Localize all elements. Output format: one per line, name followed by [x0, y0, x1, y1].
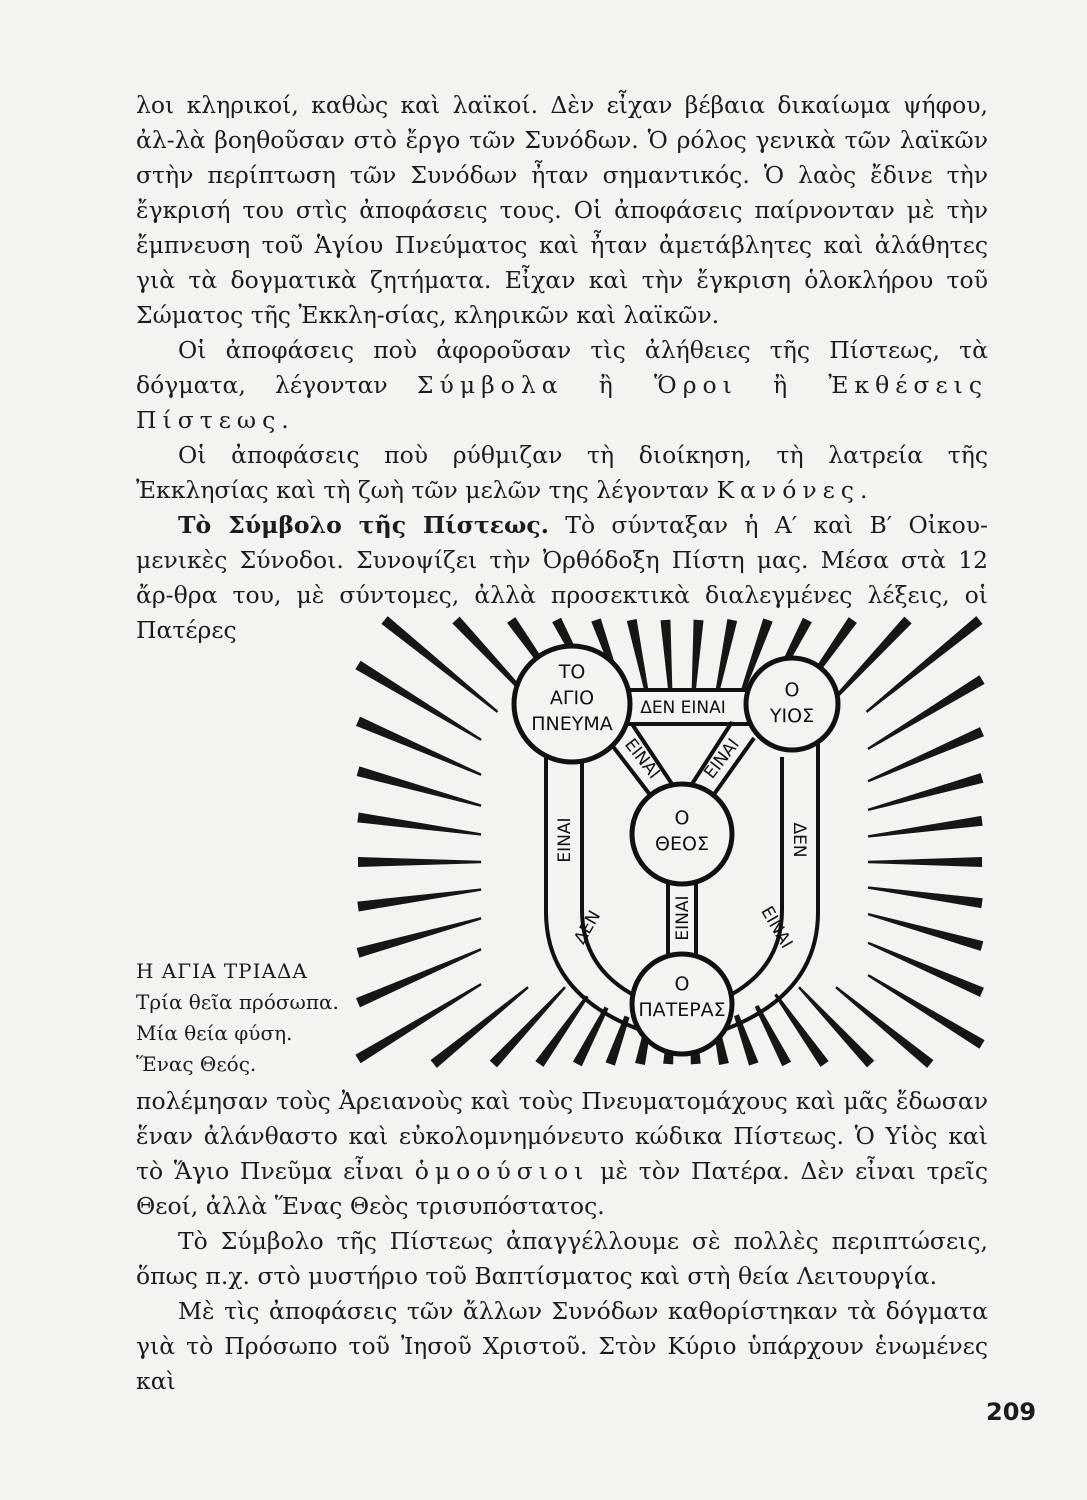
holy-spirit-label-2: ΑΓΙΟ — [549, 687, 595, 709]
son-label-2: ΥΙΟΣ — [769, 705, 815, 727]
father-label-1: Ο — [674, 973, 690, 995]
page-number: 209 — [986, 1398, 1037, 1426]
ray — [868, 816, 983, 838]
paragraph-3-text: Οἱ ἀποφάσεις ποὺ ρύθμιζαν τὴ διοίκηση, τὴ λατρεία τῆς Ἐκκλησίας καὶ τὴ ζωὴ τῶν μελῶν της λέγονταν — [136, 441, 988, 504]
paragraph-4-text: Τὸ σύνταξαν ἡ Α′ καὶ Β′ Οἰκου-μενικὲς Σύνοδοι. Συνοψίζει τὴν Ὀρθόδοξη Πίστη μας. Μέσα στὰ 12 ἄρ-θρα του, μὲ σύντομες, ἀλλὰ προσεκτικὰ διαλεγμένες λέξεις, οἱ Πατέρες — [136, 511, 988, 644]
caption-title: Η ΑΓΙΑ ΤΡΙΑΔΑ — [136, 959, 308, 983]
paragraph-5-spaced: ὁμοούσιοι — [414, 1157, 590, 1185]
god-label-1: Ο — [674, 807, 690, 829]
band-label-right-lower: ΕΙΝΑΙ — [756, 902, 797, 953]
holy-spirit-label-1: ΤΟ — [558, 661, 586, 683]
ray — [357, 813, 481, 836]
text-block-top — [136, 88, 988, 648]
ray — [868, 773, 984, 811]
paragraph-2-text: Οἱ ἀποφάσεις ποὺ ἀφοροῦσαν τὶς ἀλήθειες τῆς Πίστεως, τὰ δόγματα, λέγονταν — [136, 336, 988, 399]
son-label-1: Ο — [784, 679, 800, 701]
son-circle — [746, 658, 838, 750]
god-label-2: ΘΕΟΣ — [655, 833, 709, 855]
diagram-caption — [136, 956, 366, 1080]
holy-trinity-diagram — [350, 612, 990, 1072]
band-label-left-lower: ΔΕΝ — [570, 907, 606, 948]
paragraph-3-spaced: Κανόνες. — [716, 476, 874, 504]
ray — [356, 948, 482, 1007]
band-label-top: ΔΕΝ ΕΙΝΑΙ — [640, 698, 726, 718]
ray — [357, 917, 482, 957]
holy-spirit-label-3: ΠΝΕΥΜΑ — [531, 713, 613, 735]
ray — [868, 886, 983, 908]
ray — [798, 986, 874, 1067]
ray — [490, 986, 566, 1067]
band-label-vertical: ΕΙΝΑΙ — [673, 895, 693, 941]
ray — [868, 942, 984, 997]
text-block-bottom — [136, 1084, 988, 1399]
paragraph-2 — [136, 333, 988, 438]
paragraph-6: Τὸ Σύμβολο τῆς Πίστεως ἀπαγγέλλουμε σὲ πολλὲς περιπτώσεις, ὅπως π.χ. στὸ μυστήριο τοῦ Βαπτίσματος καὶ στὴ θεία Λειτουργία. — [136, 1227, 988, 1290]
caption-line-1: Τρία θεῖα πρόσωπα. — [136, 990, 339, 1014]
ray — [866, 616, 983, 713]
ray — [356, 717, 482, 776]
paragraph-3 — [136, 438, 988, 508]
band-label-diag-left: ΕΙΝΑΙ — [620, 734, 664, 783]
paragraph-7: Μὲ τὶς ἀποφάσεις τῶν ἄλλων Συνόδων καθορίστηκαν τὰ δόγματα γιὰ τὸ Πρόσωπο τοῦ Ἰησοῦ Χριστοῦ. Στὸν Κύριο ὑπάρχουν ἑνωμένες καὶ — [136, 1297, 988, 1395]
ray — [868, 857, 982, 867]
paragraph-1: λοι κληρικοί, καθὼς καὶ λαϊκοί. Δὲν εἶχαν βέβαια δικαίωμα ψήφου, ἀλ-λὰ βοηθοῦσαν στὸ ἔργο τῶν Συνόδων. Ὁ ρόλος γενικὰ τῶν λαϊκῶν στὴν περίπτωση τῶν Συνόδων ἦταν σημαντικός. Ὁ λαὸς ἔδινε τὴν ἔγκρισή του στὶς ἀποφάσεις τους. Οἱ ἀποφάσεις παίρνονταν μὲ τὴν ἔμπνευση τοῦ Ἁγίου Πνεύματος καὶ ἦταν ἀμετάβλητες καὶ ἀλάθητες γιὰ τὰ δογματικὰ ζητήματα. Εἶχαν καὶ τὴν ἔγκριση ὁλοκλήρου τοῦ Σώματος τῆς Ἐκκλη-σίας, κληρικῶν καὶ λαϊκῶν. — [136, 91, 988, 329]
ray — [868, 913, 984, 951]
caption-line-2: Μία θεία φύση. — [136, 1021, 293, 1045]
ray — [381, 616, 498, 713]
section-heading: Τὸ Σύμβολο τῆς Πίστεως. — [178, 511, 549, 539]
ray — [357, 766, 482, 806]
father-label-2: ΠΑΤΕΡΑΣ — [638, 999, 726, 1021]
ray — [357, 888, 481, 911]
caption-line-3: Ἕνας Θεός. — [136, 1052, 257, 1076]
band-label-diag-right: ΕΙΝΑΙ — [700, 734, 744, 783]
ray — [868, 727, 984, 782]
band-label-right-upper: ΔΕΝ — [789, 822, 809, 858]
ray — [835, 986, 933, 1068]
ray — [358, 857, 481, 867]
band-label-left: ΕΙΝΑΙ — [555, 817, 575, 863]
paragraph-5 — [136, 1084, 988, 1224]
trinity-svg — [350, 612, 990, 1072]
paragraph-5-rest: μὲ τὸν Πατέρα. Δὲν εἶναι τρεῖς Θεοί, ἀλλὰ Ἕνας Θεὸς τρισυπόστατος. — [136, 1157, 988, 1220]
paragraph-5-text: πολέμησαν τοὺς Ἀρειανοὺς καὶ τοὺς Πνευματομάχους καὶ μᾶς ἔδωσαν ἕναν ἀλάνθαστο καὶ εὐκολομνημόνευτο κώδικα Πίστεως. Ὁ Υἱὸς καὶ τὸ Ἅγιο Πνεῦμα εἶναι — [136, 1087, 988, 1185]
ray — [431, 986, 529, 1068]
paragraph-2-spaced: Σύμβολα ἢ Ὅροι ἢ Ἐκθέσεις Πίστεως. — [136, 371, 988, 434]
